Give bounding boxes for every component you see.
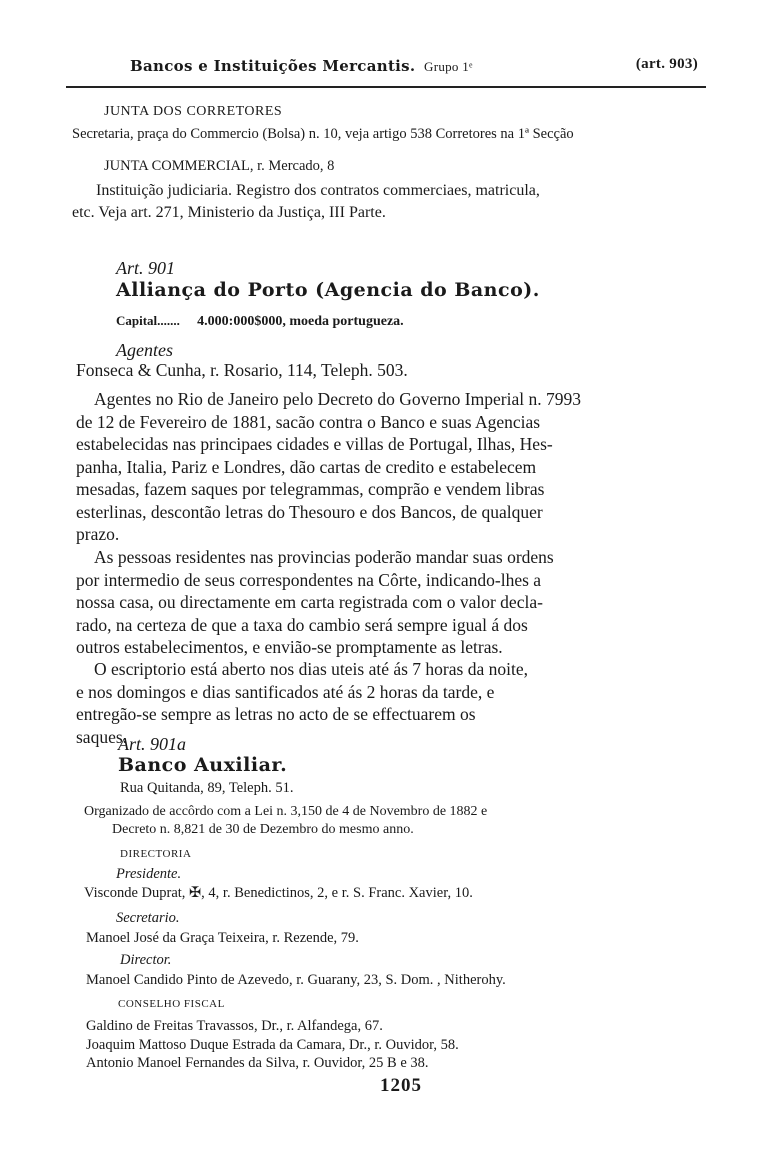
art-901a-name: Banco Auxiliar. [118, 754, 288, 776]
conselho-member: Galdino de Freitas Travassos, Dr., r. Alfandega, 67. [86, 1018, 383, 1034]
art-901a-address: Rua Quitanda, 89, Teleph. 51. [120, 780, 294, 796]
p3-line: saques. [76, 726, 128, 747]
header-article: (art. 903) [635, 56, 698, 72]
capital-row [116, 313, 404, 330]
capital-value: 4.000:000$000, moeda portugueza. [197, 314, 404, 329]
art-901a-organized-line1: Organizado de accôrdo com a Lei n. 3,150 de 4 de Novembro de 1882 e [84, 804, 488, 819]
p2-line: As pessoas residentes nas provincias poderão mandar suas ordens [94, 547, 554, 567]
director-label: Director. [120, 952, 172, 968]
page-number: 1205 [380, 1075, 422, 1096]
art-901-name: Alliança do Porto (Agencia do Banco). [116, 279, 540, 301]
p2-line: rado, na certeza de que a taxa do cambio será sempre igual á dos [76, 614, 528, 635]
p3-line: O escriptorio está aberto nos dias uteis até ás 7 horas da noite, [94, 659, 528, 679]
p1-line: Agentes no Rio de Janeiro pelo Decreto do Governo Imperial n. 7993 [94, 389, 581, 409]
junta-commercial-line2: etc. Veja art. 271, Ministerio da Justiça, III Parte. [72, 204, 386, 221]
director-line: Manoel Candido Pinto de Azevedo, r. Guarany, 23, S. Dom. , Nitherohy. [86, 972, 506, 988]
directoria-heading: DIRECTORIA [120, 848, 192, 860]
p1-line: panha, Italia, Pariz e Londres, dão cartas de credito e estabelecem [76, 456, 537, 477]
p3-line: entregão-se sempre as letras no acto de se effectuarem os [76, 704, 476, 724]
junta-corretores-title: JUNTA DOS CORRETORES [104, 104, 283, 119]
header-group: Grupo 1ᵉ [424, 59, 473, 74]
p3-line: e nos domingos e dias santificados até ás 2 horas da tarde, e [76, 681, 495, 702]
agents-label: Agentes [116, 340, 173, 360]
agents-line: Fonseca & Cunha, r. Rosario, 114, Teleph. 503. [76, 360, 408, 380]
p1-line: esterlinas, descontão letras do Thesouro e dos Bancos, de qualquer [76, 501, 543, 522]
junta-commercial-title: JUNTA COMMERCIAL, r. Mercado, 8 [104, 158, 335, 174]
conselho-member: Joaquim Mattoso Duque Estrada da Camara, Dr., r. Ouvidor, 58. [86, 1037, 459, 1053]
p1-line: de 12 de Fevereiro de 1881, sacão contra o Banco e suas Agencias [76, 411, 541, 432]
art-901-paragraph-2 [76, 546, 722, 659]
header-title: Bancos e Instituições Mercantis. [130, 57, 416, 75]
art-901a-number: Art. 901a [118, 734, 187, 754]
p1-line: mesadas, fazem saques por telegrammas, comprão e vendem libras [76, 479, 545, 499]
running-header [130, 56, 708, 76]
junta-commercial-line1: Instituição judiciaria. Registro dos contratos commerciaes, matricula, [96, 182, 540, 199]
p1-line: estabelecidas nas principaes cidades e villas de Portugal, Ilhas, Hes- [76, 434, 553, 454]
junta-corretores-line: Secretaria, praça do Commercio (Bolsa) n. 10, veja artigo 538 Corretores na 1ª Secção [72, 126, 574, 142]
secretario-line: Manoel José da Graça Teixeira, r. Rezende, 79. [86, 930, 359, 946]
art-901-paragraph-1 [76, 388, 722, 546]
p2-line: outros estabelecimentos, e envião-se promptamente as letras. [76, 637, 503, 657]
p1-line: prazo. [76, 524, 120, 544]
capital-label: Capital....... [116, 313, 180, 328]
conselho-member: Antonio Manoel Fernandes da Silva, r. Ouvidor, 25 B e 38. [86, 1055, 429, 1071]
p2-line: nossa casa, ou directamente em carta registrada com o valor decla- [76, 592, 543, 612]
conselho-fiscal-heading: CONSELHO FISCAL [118, 998, 225, 1010]
art-901-number: Art. 901 [116, 258, 176, 278]
secretario-label: Secretario. [116, 910, 180, 926]
presidente-line: Visconde Duprat, ✠, 4, r. Benedictinos, 2, e r. S. Franc. Xavier, 10. [84, 885, 473, 901]
header-rule [66, 86, 706, 88]
art-901a-organized-line2: Decreto n. 8,821 de 30 de Dezembro do mesmo anno. [112, 822, 414, 837]
presidente-label: Presidente. [116, 866, 182, 882]
p2-line: por intermedio de seus correspondentes na Côrte, indicando-lhes a [76, 569, 542, 590]
